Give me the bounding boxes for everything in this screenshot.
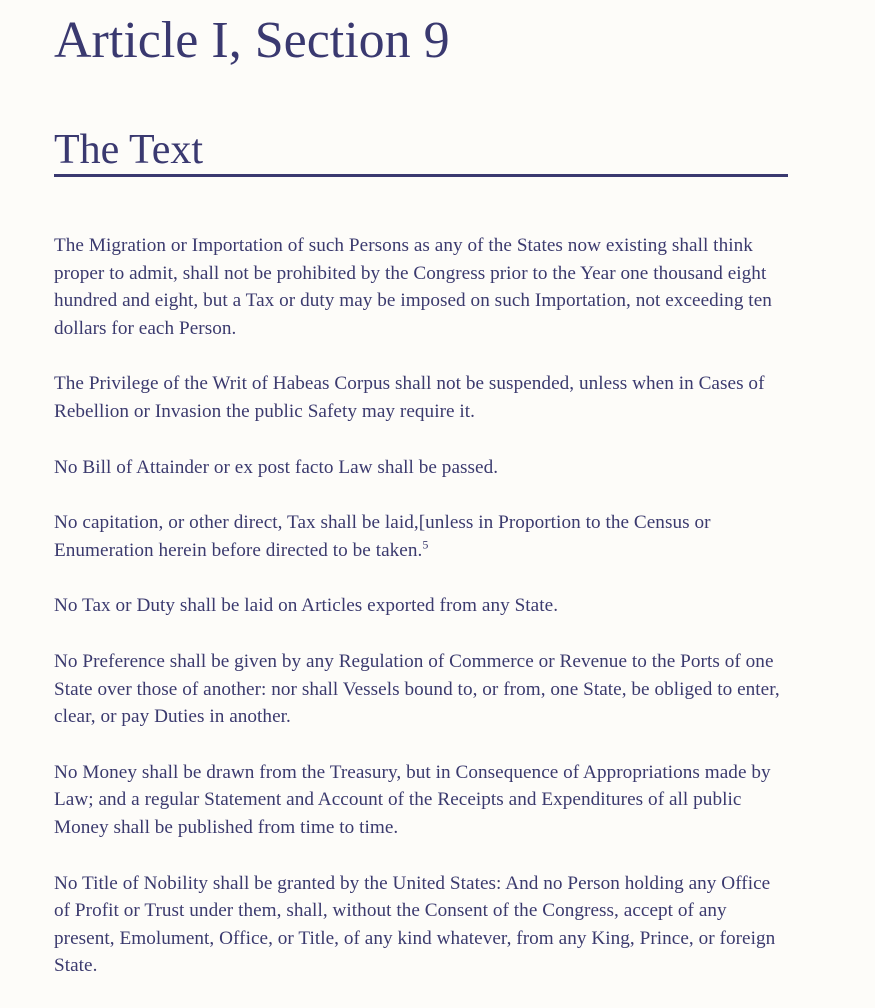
page-title: Article I, Section 9: [54, 12, 450, 69]
section-heading: The Text: [54, 126, 788, 177]
clause-paragraph: No Bill of Attainder or ex post facto Law shall be passed.: [54, 456, 499, 478]
article-body: [54, 232, 790, 1008]
clause-paragraph: The Privilege of the Writ of Habeas Corpus shall not be suspended, unless when in Cases of Rebellion or Invasion the public Safety may require it.: [54, 373, 765, 422]
clause-text: No capitation, or other direct, Tax shall be laid,[unless in Proportion to the Census or Enumeration herein before directed to be taken.: [54, 512, 711, 561]
clause-paragraph: The Migration or Importation of such Persons as any of the States now existing shall think proper to admit, shall not be prohibited by the Congress prior to the Year one thousand eight hundred and eight, but a Tax or duty may be imposed on such Importation, not exceeding ten dollars for each Person.: [54, 235, 772, 339]
clause-paragraph: No Title of Nobility shall be granted by the United States: And no Person holding any Office of Profit or Trust under them, shall, without the Consent of the Congress, accept of any present, Emolument, Office, or Title, of any kind whatever, from any King, Prince, or foreign State.: [54, 872, 776, 977]
clause-paragraph: [54, 509, 790, 564]
clause-paragraph: No Preference shall be given by any Regulation of Commerce or Revenue to the Ports of one State over those of another: nor shall Vessels bound to, or from, one State, be obliged to enter, clear, or pay Duties in another.: [54, 650, 780, 728]
clause-paragraph: No Tax or Duty shall be laid on Articles exported from any State.: [54, 595, 559, 617]
clause-paragraph: No Money shall be drawn from the Treasury, but in Consequence of Appropriations made by Law; and a regular Statement and Account of the Receipts and Expenditures of all public Money shall be published from time to time.: [54, 761, 771, 838]
footnote-marker[interactable]: 5: [422, 537, 429, 552]
